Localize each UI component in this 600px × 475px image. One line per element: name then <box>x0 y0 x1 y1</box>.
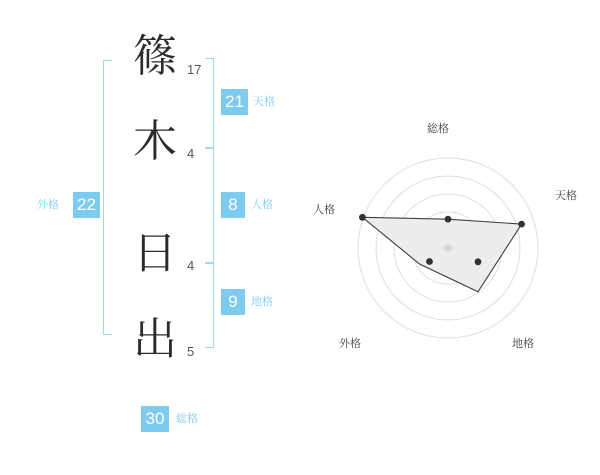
score-label-jinkaku: 人格 <box>251 199 273 211</box>
score-label-tenkaku: 天格 <box>253 96 275 108</box>
kanji-strokes-4: 5 <box>187 344 195 359</box>
radar-axis-label-tenkaku: 天格 <box>555 190 577 202</box>
score-chip-tenkaku: 21 <box>221 89 248 115</box>
bracket-gaikaku <box>103 60 112 335</box>
bracket-jinkaku <box>205 148 214 263</box>
bracket-chikaku <box>205 263 214 348</box>
score-label-chikaku: 地格 <box>251 296 273 308</box>
kanji-strokes-1: 17 <box>187 62 202 77</box>
score-chip-jinkaku: 8 <box>221 192 245 218</box>
kanji-strokes-3: 4 <box>187 258 195 273</box>
radar-axis-label-chikaku: 地格 <box>512 338 534 350</box>
radar-chart-svg <box>300 0 600 470</box>
kanji-char-2: 木 <box>133 116 177 167</box>
score-chip-soukaku: 30 <box>141 406 169 432</box>
score-chip-chikaku: 9 <box>221 289 245 315</box>
name-stroke-diagram <box>0 0 300 470</box>
radar-center-dot <box>444 244 452 252</box>
score-label-soukaku: 総格 <box>176 413 198 425</box>
kanji-char-3: 日 <box>133 228 177 279</box>
radar-chart <box>300 0 600 470</box>
radar-axis-label-gaikaku: 外格 <box>339 338 361 350</box>
kanji-char-4: 出 <box>133 314 177 365</box>
kanji-char-1: 篠 <box>133 31 177 82</box>
radar-axis-label-soukaku: 総格 <box>427 123 449 135</box>
radar-axis-label-jinkaku: 人格 <box>313 204 335 216</box>
score-label-gaikaku: 外格 <box>37 199 59 211</box>
bracket-tenkaku <box>205 58 214 148</box>
score-chip-gaikaku: 22 <box>73 192 100 218</box>
radar-series-polygon <box>362 217 521 291</box>
kanji-strokes-2: 4 <box>187 146 195 161</box>
